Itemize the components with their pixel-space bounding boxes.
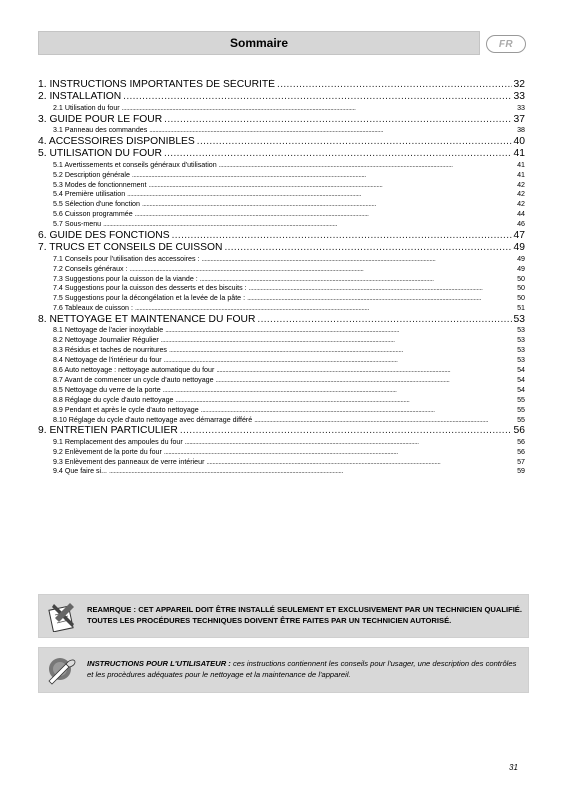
installer-notice xyxy=(38,594,529,638)
toc-entry-label: 8.8 Réglage du cycle d'auto nettoyage xyxy=(53,395,174,404)
technician-manual-icon xyxy=(45,599,79,633)
toc-section-row xyxy=(38,425,525,437)
toc-entry-page: 33 xyxy=(513,91,525,103)
toc-entry-page: 33 xyxy=(517,103,525,112)
toc-subsection-row xyxy=(38,171,525,181)
dot-leader xyxy=(130,265,516,275)
toc-entry-label: 5.6 Cuisson programmée xyxy=(53,210,133,219)
toc-entry-page: 55 xyxy=(517,405,525,414)
dot-leader xyxy=(247,294,515,304)
toc-section-row xyxy=(38,136,525,148)
toc-subsection-row xyxy=(38,416,525,426)
toc-entry-label: 5.5 Sélection d'une fonction xyxy=(53,200,140,209)
installer-notice-text: REAMRQUE : CET APPAREIL DOIT ÊTRE INSTALLÉ SEULEMENT ET EXCLUSIVEMENT PAR UN TECHNICIEN QUALIFIÉ. TOUTES LES PROCÉDURES TECHNIQUES DOIVENT ÊTRE FAITES PAR UN TECHNICIEN AUTORISÉ. xyxy=(87,605,522,625)
dot-leader xyxy=(164,114,511,126)
toc-entry-page: 42 xyxy=(517,190,525,199)
dot-leader xyxy=(216,366,515,376)
dot-leader xyxy=(249,284,515,294)
dot-leader xyxy=(135,210,515,220)
toc-entry-page: 41 xyxy=(513,148,525,160)
toc-subsection-row xyxy=(38,304,525,314)
toc-entry-page: 54 xyxy=(517,375,525,384)
language-badge: FR xyxy=(486,35,526,53)
dot-leader xyxy=(123,91,511,103)
toc-entry-label: 8.2 Nettoyage Journalier Régulier xyxy=(53,336,159,345)
toc-entry-label: 8.10 Réglage du cycle d'auto nettoyage avec démarrage différé xyxy=(53,415,253,424)
toc-subsection-row xyxy=(38,161,525,171)
toc-entry-page: 37 xyxy=(513,113,525,125)
toc-entry-label: 9. ENTRETIEN PARTICULIER xyxy=(38,425,178,437)
toc-entry-label: 8.3 Résidus et taches de nourritures xyxy=(53,346,167,355)
toc-entry-page: 50 xyxy=(517,294,525,303)
toc-section-row xyxy=(38,79,525,91)
toc-entry-page: 44 xyxy=(517,210,525,219)
toc-subsection-row xyxy=(38,346,525,356)
toc-entry-label: 8. NETTOYAGE ET MAINTENANCE DU FOUR xyxy=(38,314,256,326)
toc-subsection-row xyxy=(38,126,525,136)
toc-entry-page: 53 xyxy=(517,346,525,355)
toc-entry-page: 51 xyxy=(517,304,525,313)
toc-subsection-row xyxy=(38,396,525,406)
toc-entry-label: 8.7 Avant de commencer un cycle d'auto nettoyage xyxy=(53,375,214,384)
toc-entry-page: 56 xyxy=(517,447,525,456)
toc-entry-label: 9.3 Enlèvement des panneaux de verre intérieur xyxy=(53,457,205,466)
toc-entry-label: 7.5 Suggestions pour la décongélation et la levée de la pâte : xyxy=(53,294,246,303)
toc-subsection-row xyxy=(38,448,525,458)
dot-leader xyxy=(219,161,515,171)
toc-entry-page: 56 xyxy=(513,425,525,437)
dot-leader xyxy=(148,181,515,191)
toc-subsection-row xyxy=(38,200,525,210)
toc-subsection-row xyxy=(38,356,525,366)
toc-entry-label: 4. ACCESSOIRES DISPONIBLES xyxy=(38,135,195,147)
toc-subsection-row xyxy=(38,438,525,448)
toc-subsection-row xyxy=(38,386,525,396)
page-number: 31 xyxy=(509,763,518,772)
toc-entry-page: 32 xyxy=(513,79,525,90)
toc-entry-label: 8.6 Auto nettoyage : nettoyage automatique du four xyxy=(53,366,215,375)
toc-entry-page: 49 xyxy=(513,242,525,254)
toc-section-row xyxy=(38,314,525,326)
toc-entry-label: 5.2 Description générale xyxy=(53,170,130,179)
dot-leader xyxy=(277,79,511,91)
toc-section-row xyxy=(38,230,525,242)
dot-leader xyxy=(224,242,511,254)
toc-section-row xyxy=(38,91,525,103)
toc-entry-page: 41 xyxy=(517,160,525,169)
toc-entry-page: 56 xyxy=(517,437,525,446)
toc-entry-label: 9.4 Que faire si... xyxy=(53,467,108,476)
toc-entry-page: 46 xyxy=(517,220,525,229)
toc-entry-page: 49 xyxy=(517,254,525,263)
toc-entry-page: 47 xyxy=(513,229,525,241)
toc-entry-label: 1. INSTRUCTIONS IMPORTANTES DE SÉCURITÉ xyxy=(38,79,276,90)
toc-entry-label: 7. TRUCS ET CONSEILS DE CUISSON xyxy=(38,242,223,254)
toc-entry-page: 40 xyxy=(513,135,525,147)
toc-subsection-row xyxy=(38,406,525,416)
toc-entry-page: 49 xyxy=(517,264,525,273)
user-notice-body: ces instructions contiennent les conseils pour l'usager, une description des contrôles et les procèdures adéquates pour le nettoyage et la maintenance de l'appareil. xyxy=(87,659,517,679)
toc-entry-label: 8.5 Nettoyage du verre de la porte xyxy=(53,385,161,394)
toc-subsection-row xyxy=(38,265,525,275)
user-notice-lead: INSTRUCTIONS POUR L'UTILISATEUR : xyxy=(87,659,231,669)
toc-entry-label: 7.3 Suggestions pour la cuisson de la viande : xyxy=(53,274,198,283)
dot-leader xyxy=(254,416,515,426)
toc-entry-page: 50 xyxy=(517,274,525,283)
toc-subsection-row xyxy=(38,294,525,304)
dot-leader xyxy=(127,190,515,200)
toc-entry-page: 53 xyxy=(517,336,525,345)
page-title: Sommaire xyxy=(229,36,289,50)
toc-entry-label: 5.7 Sous-menu xyxy=(53,220,102,229)
dot-leader xyxy=(169,346,515,356)
toc-subsection-row xyxy=(38,210,525,220)
dot-leader xyxy=(163,386,515,396)
toc-entry-page: 53 xyxy=(517,356,525,365)
toc-subsection-row xyxy=(38,104,525,114)
toc-entry-label: 8.1 Nettoyage de l'acier inoxydable xyxy=(53,326,164,335)
toc-entry-page: 53 xyxy=(517,326,525,335)
dot-leader xyxy=(200,275,515,285)
dot-leader xyxy=(175,396,515,406)
toc-entry-label: 5.3 Modes de fonctionnement xyxy=(53,180,147,189)
toc-entry-label: 2. INSTALLATION xyxy=(38,91,122,103)
toc-entry-page: 42 xyxy=(517,180,525,189)
toc-subsection-row xyxy=(38,336,525,346)
dot-leader xyxy=(122,104,515,114)
toc-entry-page: 57 xyxy=(517,457,525,466)
dot-leader xyxy=(103,220,515,230)
toc-entry-label: 3. GUIDE POUR LE FOUR xyxy=(38,113,163,125)
toc-subsection-row xyxy=(38,326,525,336)
user-notice xyxy=(38,647,529,693)
toc-entry-label: 7.4 Suggestions pour la cuisson des desserts et des biscuits : xyxy=(53,284,247,293)
dot-leader xyxy=(165,326,515,336)
user-cooking-icon xyxy=(45,653,79,687)
toc-entry-label: 7.6 Tableaux de cuisson : xyxy=(53,304,133,313)
toc-entry-page: 55 xyxy=(517,415,525,424)
dot-leader xyxy=(149,126,515,136)
toc-entry-label: 3.1 Panneau des commandes xyxy=(53,126,148,135)
dot-leader xyxy=(216,376,516,386)
dot-leader xyxy=(206,458,515,468)
dot-leader xyxy=(161,336,515,346)
toc-subsection-row xyxy=(38,467,525,477)
toc-subsection-row xyxy=(38,220,525,230)
toc-entry-label: 7.1 Conseils pour l'utilisation des accessoires : xyxy=(53,254,200,263)
toc-section-row xyxy=(38,242,525,254)
toc-entry-label: 6. GUIDE DES FONCTIONS xyxy=(38,229,170,241)
toc-entry-page: 53 xyxy=(513,314,525,326)
dot-leader xyxy=(201,406,515,416)
toc-entry-label: 9.2 Enlèvement de la porte du four xyxy=(53,447,162,456)
dot-leader xyxy=(109,467,515,477)
toc-entry-label: 7.2 Conseils généraux : xyxy=(53,264,128,273)
dot-leader xyxy=(201,255,515,265)
dot-leader xyxy=(257,314,511,326)
dot-leader xyxy=(142,200,515,210)
toc-subsection-row xyxy=(38,366,525,376)
dot-leader xyxy=(185,438,515,448)
dot-leader xyxy=(164,448,515,458)
toc-subsection-row xyxy=(38,275,525,285)
toc-subsection-row xyxy=(38,181,525,191)
header-bar xyxy=(38,31,480,55)
toc-entry-page: 55 xyxy=(517,395,525,404)
toc-entry-page: 41 xyxy=(517,170,525,179)
dot-leader xyxy=(197,136,512,148)
toc-entry-page: 38 xyxy=(517,126,525,135)
toc-entry-label: 5. UTILISATION DU FOUR xyxy=(38,148,162,160)
toc-subsection-row xyxy=(38,255,525,265)
toc-entry-label: 9.1 Remplacement des ampoules du four xyxy=(53,437,183,446)
toc-section-row xyxy=(38,148,525,160)
table-of-contents xyxy=(38,79,525,477)
dot-leader xyxy=(135,304,515,314)
user-notice-text xyxy=(87,659,528,680)
toc-entry-page: 54 xyxy=(517,385,525,394)
dot-leader xyxy=(172,230,512,242)
toc-entry-page: 54 xyxy=(517,366,525,375)
toc-entry-label: 2.1 Utilisation du four xyxy=(53,103,120,112)
dot-leader xyxy=(164,148,512,160)
toc-entry-label: 5.1 Avertissements et conseils généraux d'utilisation xyxy=(53,160,217,169)
dot-leader xyxy=(164,356,515,366)
toc-subsection-row xyxy=(38,190,525,200)
toc-entry-label: 8.4 Nettoyage de l'intérieur du four xyxy=(53,356,162,365)
toc-entry-label: 8.9 Pendant et après le cycle d'auto nettoyage xyxy=(53,405,199,414)
toc-subsection-row xyxy=(38,376,525,386)
dot-leader xyxy=(180,425,512,437)
toc-section-row xyxy=(38,114,525,126)
toc-entry-label: 5.4 Première utilisation xyxy=(53,190,126,199)
toc-subsection-row xyxy=(38,284,525,294)
dot-leader xyxy=(132,171,515,181)
toc-subsection-row xyxy=(38,458,525,468)
toc-entry-page: 50 xyxy=(517,284,525,293)
toc-entry-page: 59 xyxy=(517,467,525,476)
toc-entry-page: 42 xyxy=(517,200,525,209)
